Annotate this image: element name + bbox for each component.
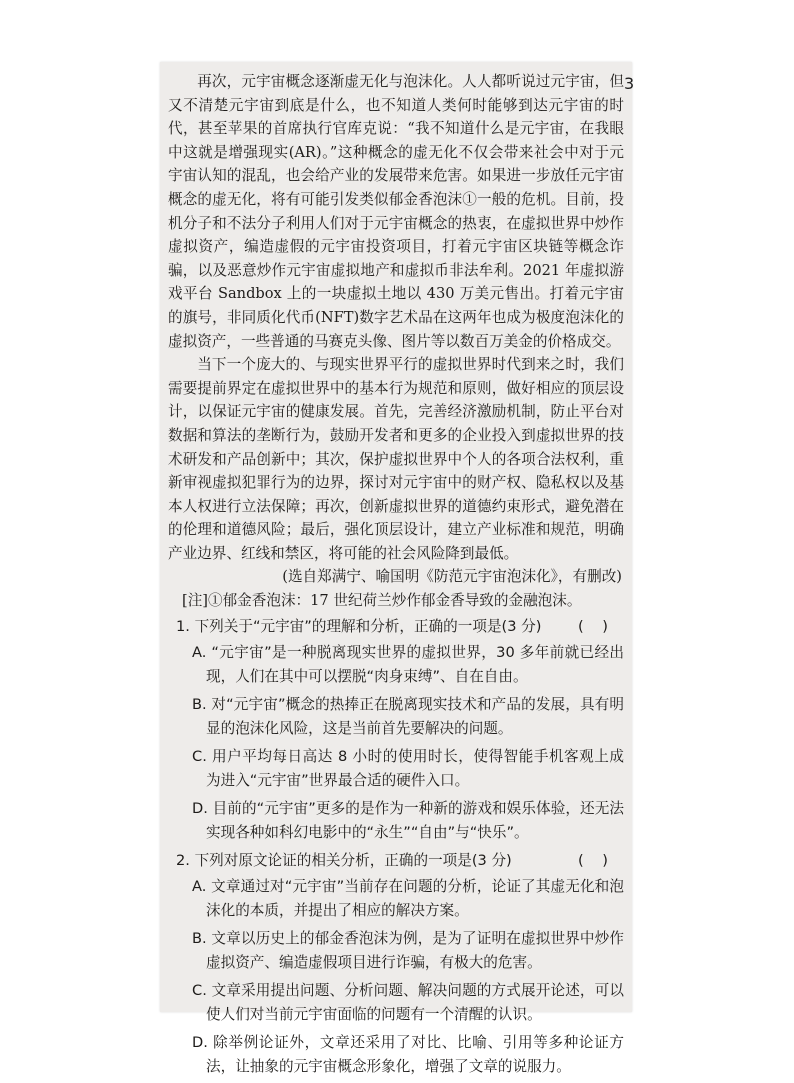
question-1-option-b: B. 对“元宇宙”概念的热捧正在脱离现实技术和产品的发展，具有明显的泡沫化风险，这是当前首先要解决的问题。 <box>192 695 624 737</box>
question-2-answer-bracket: ( ) <box>578 851 608 869</box>
article-content <box>168 70 624 1083</box>
question-2-stem <box>168 849 624 873</box>
question-1-option-d: D. 目前的“元宇宙”更多的是作为一种新的游戏和娱乐体验，还无法实现各种如科幻电影中的“永生”“自由”与“快乐”。 <box>192 799 624 841</box>
question-2-option-c: C. 文章采用提出问题、分析问题、解决问题的方式展开论述，可以使人们对当前元宇宙面临的问题有一个清醒的认识。 <box>192 981 624 1023</box>
question-2-option-b: B. 文章以历史上的郁金香泡沫为例，是为了证明在虚拟世界中炒作虚拟资产、编造虚假项目进行诈骗，有极大的危害。 <box>192 929 624 971</box>
question-1-stem <box>168 615 624 639</box>
footnote: [注]①郁金香泡沫：17 世纪荷兰炒作郁金香导致的金融泡沫。 <box>182 592 582 610</box>
question-2-option-d: D. 除举例论证外，文章还采用了对比、比喻、引用等多种论证方法，让抽象的元宇宙概念形象化，增强了文章的说服力。 <box>192 1033 624 1075</box>
questions <box>168 615 624 1079</box>
question-1-answer-bracket: ( ) <box>578 617 608 635</box>
page-number: 3 <box>624 74 635 93</box>
question-1-text: 1. 下列关于“元宇宙”的理解和分析，正确的一项是(3 分) <box>176 617 542 635</box>
question-1-option-a: A. “元宇宙”是一种脱离现实世界的虚拟世界，30 多年前就已经出现，人们在其中可以摆脱“肉身束缚”、自在自由。 <box>192 643 624 685</box>
paragraph-1: 再次，元宇宙概念逐渐虚无化与泡沫化。人人都听说过元宇宙，但又不清楚元宇宙到底是什么，也不知道人类何时能够到达元宇宙的时代，甚至苹果的首席执行官库克说：“我不知道什么是元宇宙，在我眼中这就是增强现实(AR)。”这种概念的虚无化不仅会带来社会中对于元宇宙认知的混乱，也会给产业的发展带来危害。如果进一步放任元宇宙概念的虚无化，将有可能引发类似郁金香泡沫①一般的危机。目前，投机分子和不法分子利用人们对于元宇宙概念的热衷，在虚拟世界中炒作虚拟资产，编造虚假的元宇宙投资项目，打着元宇宙区块链等概念诈骗，以及恶意炒作元宇宙虚拟地产和虚拟币非法牟利。2021 年虚拟游戏平台 Sandbox 上的一块虚拟土地以 430 万美元售出。打着元宇宙的旗号，非同质化代币(NFT)数字艺术品在这两年也成为极度泡沫化的虚拟资产，一些普通的马赛克头像、图片等以数百万美金的价格成交。 <box>168 73 624 350</box>
question-2-option-a: A. 文章通过对“元宇宙”当前存在问题的分析，论证了其虚无化和泡沫化的本质，并提出了相应的解决方案。 <box>192 877 624 919</box>
paragraph-2: 当下一个庞大的、与现实世界平行的虚拟世界时代到来之时，我们需要提前界定在虚拟世界中的基本行为规范和原则，做好相应的顶层设计，以保证元宇宙的健康发展。首先，完善经济激励机制，防止平台对数据和算法的垄断行为，鼓励开发者和更多的企业投入到虚拟世界的技术研发和产品创新中；其次，保护虚拟世界中个人的各项合法权利，重新审视虚拟犯罪行为的边界，探讨对元宇宙中的财产权、隐私权以及基本人权进行立法保障；再次，创新虚拟世界的道德约束形式，避免潜在的伦理和道德风险；最后，强化顶层设计，建立产业标准和规范，明确产业边界、红线和禁区，将可能的社会风险降到最低。 <box>168 356 624 562</box>
source-citation: (选自郑满宁、喻国明《防范元宇宙泡沫化》，有删改) <box>282 568 622 586</box>
question-2-text: 2. 下列对原文论证的相关分析，正确的一项是(3 分) <box>176 851 512 869</box>
question-1-option-c: C. 用户平均每日高达 8 小时的使用时长，使得智能手机客观上成为进入“元宇宙”世界最合适的硬件入口。 <box>192 747 624 789</box>
